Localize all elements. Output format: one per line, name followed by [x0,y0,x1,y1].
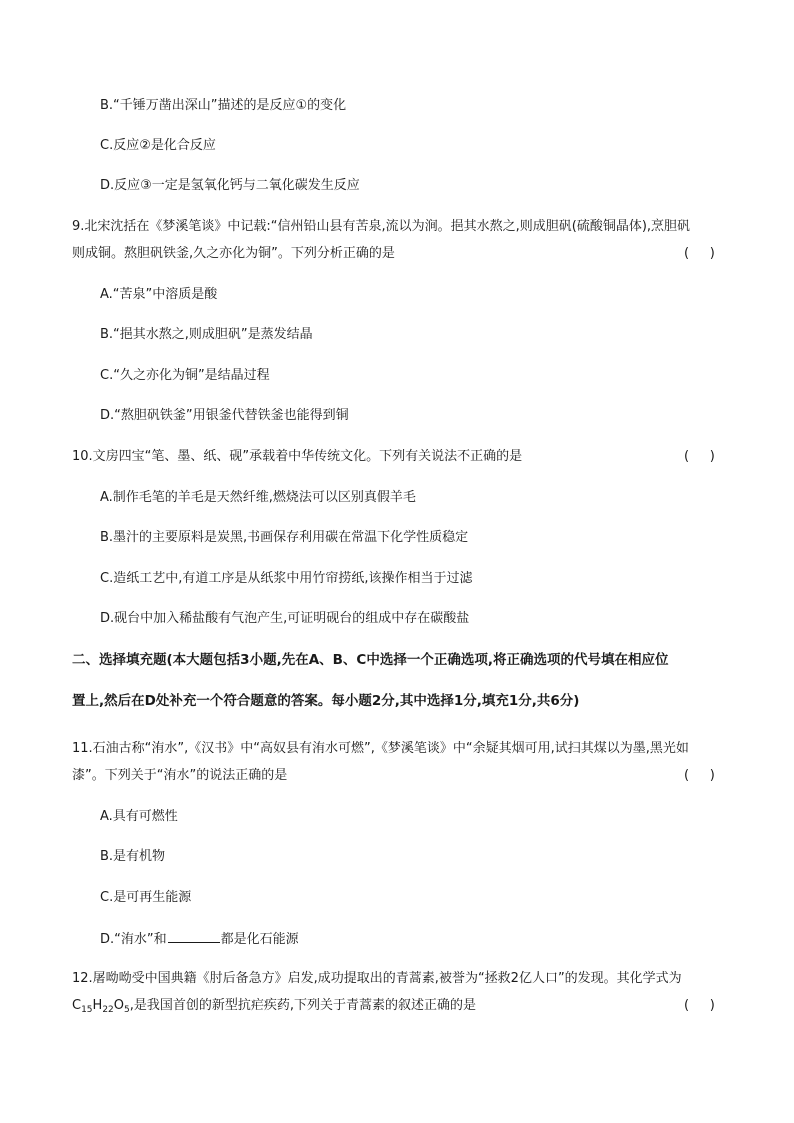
q12-answer-bracket: ( ) [684,998,715,1013]
q9-option-a: A.“苦泉”中溶质是酸 [100,287,218,302]
q11-fill-blank[interactable] [168,929,220,943]
q11-option-a: A.具有可燃性 [100,809,178,824]
q10-option-a: A.制作毛笔的羊毛是天然纤维,燃烧法可以区别真假羊毛 [100,490,416,505]
section2-heading-line1: 二、选择填充题(本大题包括3小题,先在A、B、C中选择一个正确选项,将正确选项的代号填在相应位 [72,652,669,668]
q11-stem-line2: 漆”。下列关于“洧水”的说法正确的是 [72,768,288,783]
q12-stem-line1: 12.屠呦呦受中国典籍《肘后备急方》启发,成功提取出的青蒿素,被誉为“拯救2亿人口”的发现。其化学式为 [72,971,682,986]
q9-stem-line2: 则成铜。熬胆矾铁釜,久之亦化为铜”。下列分析正确的是 [72,246,395,261]
section2-heading-line2: 置上,然后在D处补充一个符合题意的答案。每小题2分,其中选择1分,填充1分,共6分) [72,693,580,709]
q12-stem-line2-text: ,是我国首创的新型抗疟疾药,下列关于青蒿素的叙述正确的是 [129,998,476,1013]
q8-option-b: B.“千锤万凿出深山”描述的是反应①的变化 [100,98,347,113]
q9-option-b: B.“挹其水熬之,则成胆矾”是蒸发结晶 [100,327,313,342]
q11-option-d [100,929,299,949]
q8-option-d: D.反应③一定是氢氧化钙与二氧化碳发生反应 [100,178,360,193]
q11-option-d-prefix: D.“洧水”和 [100,932,167,947]
q10-option-b: B.墨汁的主要原料是炭黑,书画保存利用碳在常温下化学性质稳定 [100,530,469,545]
q11-answer-bracket: ( ) [684,768,715,783]
q10-option-d: D.砚台中加入稀盐酸有气泡产生,可证明砚台的组成中存在碳酸盐 [100,611,470,626]
q9-stem-line1: 9.北宋沈括在《梦溪笔谈》中记载:“信州铅山县有苦泉,流以为涧。挹其水熬之,则成胆矾(硫酸铜晶体),烹胆矾 [72,219,691,234]
q9-option-c: C.“久之亦化为铜”是结晶过程 [100,368,270,383]
q12-stem-line2 [72,997,476,1015]
q11-stem-line1: 11.石油古称“洧水”,《汉书》中“高奴县有洧水可燃”,《梦溪笔谈》中“余疑其烟可用,试扫其煤以为墨,黑光如 [72,741,689,756]
q12-formula: $C_{15}H_{22}O_5$ [72,998,130,1015]
q11-option-d-suffix: 都是化石能源 [220,932,299,947]
q8-option-c: C.反应②是化合反应 [100,138,216,153]
q11-option-b: B.是有机物 [100,849,166,864]
q10-option-c: C.造纸工艺中,有道工序是从纸浆中用竹帘捞纸,该操作相当于过滤 [100,571,473,586]
q9-option-d: D.“熬胆矾铁釜”用银釜代替铁釜也能得到铜 [100,408,349,423]
q9-answer-bracket: ( ) [684,246,715,261]
q11-option-c: C.是可再生能源 [100,890,192,905]
q10-answer-bracket: ( ) [684,449,715,464]
q10-stem: 10.文房四宝“笔、墨、纸、砚”承载着中华传统文化。下列有关说法不正确的是 [72,449,523,464]
